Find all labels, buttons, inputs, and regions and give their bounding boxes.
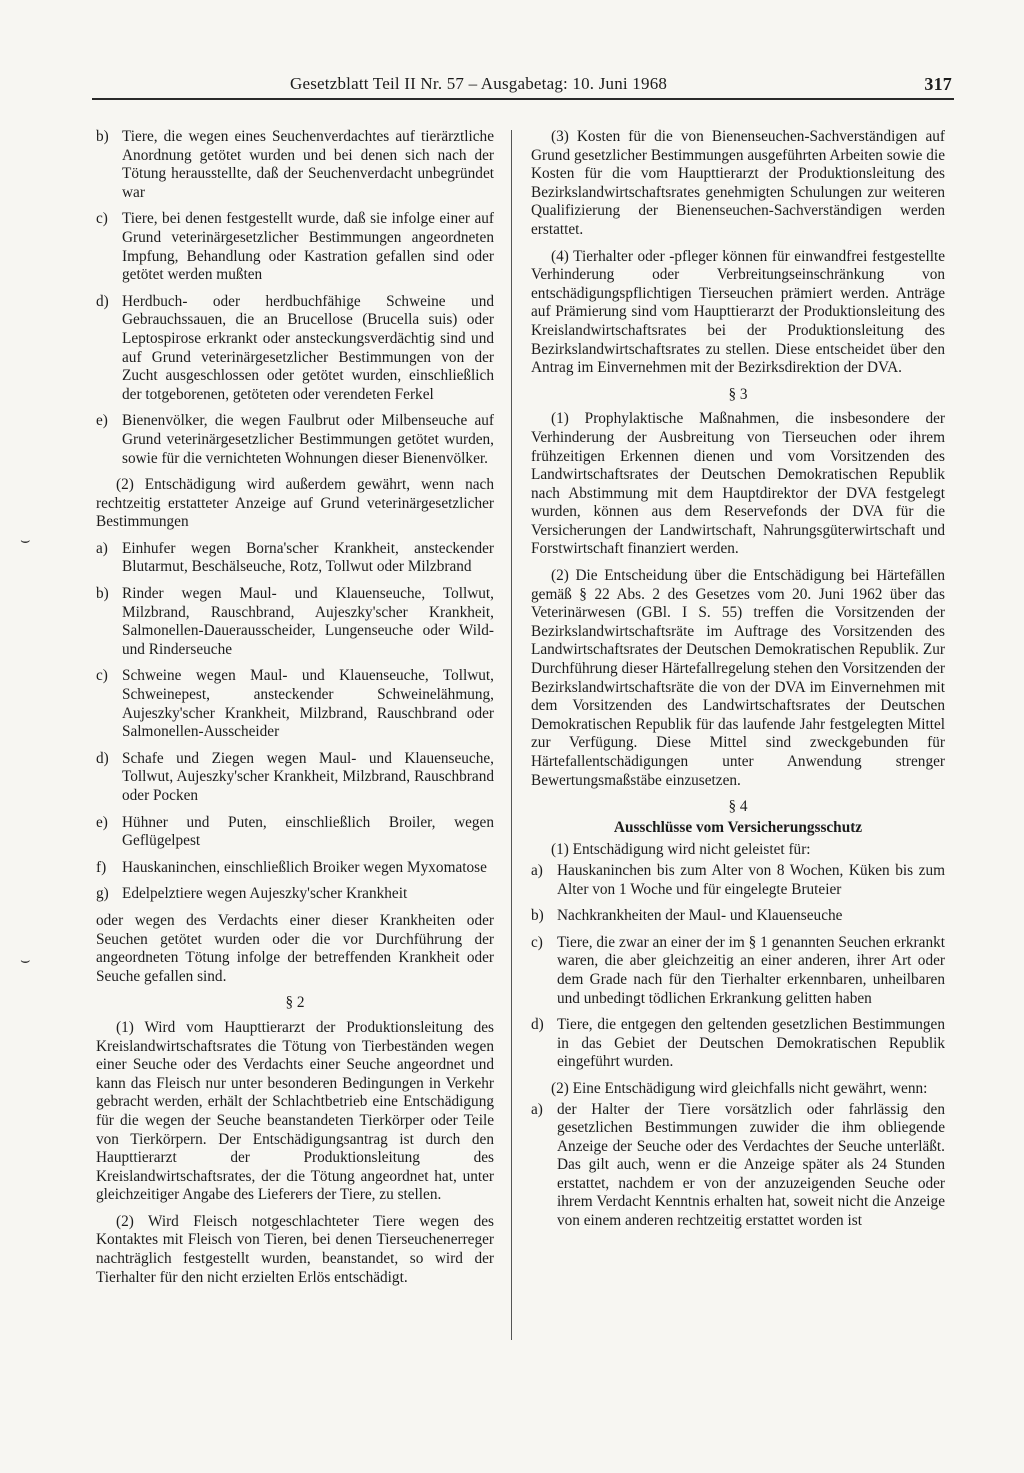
list-item xyxy=(96,540,494,577)
item-label: b) xyxy=(96,585,109,603)
paragraph: (3) Kosten für die von Bienenseuchen-Sachverständigen auf Grund gesetzlicher Bestimmungen ausgeführten Arbeiten sowie die Kosten für die vom Haupttierarzt der Produktionsleitung des Bezirkslandwirtschaftsrates genehmigten Schulungen zur weiteren Qualifizierung der Bienenseuchen-Sachverständigen werden erstattet. xyxy=(531,128,945,238)
item-text: Bienenvölker, die wegen Faulbrut oder Milbenseuche auf Grund veterinärgesetzlicher Bestimmungen getötet wurden, sowie für die vernichteten Wohnungen dieser Bienenvölker. xyxy=(122,412,494,467)
paragraph: (2) Wird Fleisch notgeschlachteter Tiere wegen des Kontaktes mit Fleisch von Tieren, bei denen Tierseuchenerreger nachträglich festgestellt wurden, beanstandet, so wird der Tierhalter für den nicht erzielten Erlös entschädigt. xyxy=(96,1212,494,1286)
item-label: a) xyxy=(531,861,543,879)
item-text: Tiere, die entgegen den geltenden gesetzlichen Bestimmungen in das Gebiet der Deutschen Demokratischen Republik eingeführt wurden. xyxy=(557,1016,945,1071)
item-label: a) xyxy=(96,539,108,557)
page-number: 317 xyxy=(924,74,952,94)
item-text: Hühner und Puten, einschließlich Broiler, wegen Geflügelpest xyxy=(122,813,494,850)
item-label: b) xyxy=(96,128,109,145)
list-item xyxy=(96,293,494,405)
item-text: Hauskaninchen bis zum Alter von 8 Wochen, Küken bis zum Alter von 1 Woche und für eingelegte Bruteier xyxy=(557,861,945,898)
item-text: Schweine wegen Maul- und Klauenseuche, Tollwut, Schweinepest, ansteckender Schweinelähmung, Aujeszky'scher Krankheit, Milzbrand, Rauschbrand oder Salmonellen-Ausscheider xyxy=(122,667,494,741)
section-title: § 4 xyxy=(728,798,748,816)
margin-mark: ⌣ xyxy=(20,532,31,549)
paragraph: (1) Prophylaktische Maßnahmen, die insbesondere der Verhinderung der Ausbreitung von Tierseuchen oder ihrem frühzeitigen Erkennen dienen und vom Vorsitzenden des Landwirtschaftsrates der Deutschen Demokratischen Republik nach Abstimmung mit dem Hauptdirektor der DVA festgelegt wurden, können aus dem Reservefonds der DVA für die Versicherungen der Landwirtschaft, Nahrungsgüterwirtschaft und Forstwirtschaft finanziert werden. xyxy=(531,410,945,558)
list-item xyxy=(531,907,945,926)
item-text: der Halter der Tiere vorsätzlich oder fahrlässig den gesetzlichen Bestimmungen zuwider die ihm obliegende Anzeige der Seuche oder des Verdachtes der Seuche unterläßt. Das gilt auch, wenn er die Anzeige später als 24 Stunden erstattet, nachdem er von der anzuzeigenden Seuche oder ihrem Verdacht Kenntnis erhalten hat, soweit nicht die Anzeige von einem anderen rechtzeitig erstattet worden ist xyxy=(557,1100,945,1230)
list-item xyxy=(531,862,945,899)
list-item xyxy=(531,934,945,1008)
list-item xyxy=(96,750,494,806)
paragraph: (1) Wird vom Haupttierarzt der Produktionsleitung des Kreislandwirtschaftsrates die Tötung von Tierbeständen wegen einer Seuche oder des Verdachts einer Seuche angeordnet und kann das Fleisch nur unter besonderen Bedingungen in Verkehr gebracht werden, erhält der Schlachtbetrieb eine Entschädigung für die wegen der Seuche beanstandeten Tierkörper oder Teile von Tierkörpern. Der Entschädigungsantrag ist durch den Haupttierarzt der Produktionsleitung des Kreislandwirtschaftsrates, der die Tötung angeordnet hat, unter gleichzeitiger Angabe des Lieferers der Tiere, zu stellen. xyxy=(96,1018,494,1204)
item-text: Hauskaninchen, einschließlich Broiker wegen Myxomatose xyxy=(122,858,487,876)
paragraph: (2) Die Entscheidung über die Entschädigung bei Härtefällen gemäß § 22 Abs. 2 des Gesetzes vom 20. Juni 1962 über das Veterinärwesen (GBl. I S. 55) treffen die Vorsitzenden der Bezirkslandwirtschaftsräte im Auftrage des Vorsitzenden des Landwirtschaftsrates der Deutschen Demokratischen Republik. Zur Durchführung dieser Härtefallregelung stehen den Vorsitzenden der Bezirkslandwirtschaftsräte die von der DVA im Einvernehmen mit dem Vorsitzenden des Landwirtschaftsrates der Deutschen Demokratischen Republik für das laufende Jahr festgelegten Mittel zur Verfügung. Diese Mittel sind zweckgebunden für Härtefallentschädigungen unter Anwendung strenger Bewertungsmaßstäbe einzusetzen. xyxy=(531,567,946,789)
list-item xyxy=(96,667,494,741)
list-item xyxy=(96,412,494,468)
item-label: e) xyxy=(96,813,108,831)
item-label: a) xyxy=(531,1100,543,1118)
section-heading: Ausschlüsse vom Versicherungsschutz xyxy=(613,818,863,836)
item-text: Rinder wegen Maul- und Klauenseuche, Tollwut, Milzbrand, Rauschbrand, Aujeszky'scher Krankheit, Salmonellen-Dauerausscheider, Lungenseuche oder Wild- und Rinderseuche xyxy=(122,585,494,658)
item-text: Tiere, die zwar an einer der im § 1 genannten Seuchen erkrankt waren, die aber gleichzeitig an einer anderen, ihrer Art oder dem Grade nach für den Tierhalter erkennbaren, unheilbaren und unbedingt tödlichen Erkrankung gelitten haben xyxy=(557,933,945,1007)
item-label: d) xyxy=(96,292,109,310)
list-item xyxy=(96,814,494,851)
item-text: Schafe und Ziegen wegen Maul- und Klauenseuche, Tollwut, Aujeszky'scher Krankheit, Milzbrand, Rauschbrand oder Pocken xyxy=(122,749,494,804)
left-column xyxy=(96,128,494,1295)
list-item xyxy=(96,585,494,659)
paragraph: (2) Eine Entschädigung wird gleichfalls nicht gewährt, wenn: xyxy=(551,1079,928,1097)
paragraph: (4) Tierhalter oder -pfleger können für einwandfrei festgestellte Verhinderung oder Verbreitungseinschränkung von entschädigungspflichtigen Tierseuchen prämiert werden. Anträge auf Prämierung sind vom Haupttierarzt der Produktionsleitung des Kreislandwirtschaftsrates bei der Produktionsleitung des Bezirkslandwirtschaftsrates zu stellen. Diese entscheidet über den Antrag im Einvernehmen mit der Bezirksdirektion der DVA. xyxy=(531,247,945,377)
item-label: g) xyxy=(96,885,109,903)
item-label: d) xyxy=(96,749,109,767)
page-header xyxy=(92,70,954,96)
paragraph: (1) Entschädigung wird nicht geleistet für: xyxy=(551,841,811,859)
paragraph: oder wegen des Verdachts einer dieser Krankheiten oder Seuchen getötet wurden oder die vor Durchführung der angeordneten Tötung infolge der betreffenden Krankheit oder Seuche gefallen sind. xyxy=(96,911,494,985)
item-label: c) xyxy=(96,210,108,228)
list-item xyxy=(531,1101,945,1231)
section-title: § 2 xyxy=(285,994,305,1012)
list-item xyxy=(96,210,494,284)
list-item xyxy=(531,1016,945,1072)
header-rule xyxy=(92,98,954,100)
item-label: c) xyxy=(531,933,543,951)
item-label: d) xyxy=(531,1016,544,1034)
column-divider xyxy=(511,130,512,1340)
item-text: Herdbuch- oder herdbuchfähige Schweine und Gebrauchssauen, die an Brucellose (Brucella suis) oder Leptospirose erkrankt oder ansteckungsverdächtig sind und auf Grund veterinärgesetzlicher Bestimmungen von der Zucht ausgeschlossen oder getötet wurden, einschließlich der totgeborenen, getöteten oder verendeten Ferkel xyxy=(122,292,494,403)
item-label: b) xyxy=(531,907,544,925)
list-item xyxy=(96,885,494,904)
paragraph: (2) Entschädigung wird außerdem gewährt, wenn nach rechtzeitig erstatteter Anzeige auf Grund veterinärgesetzlicher Bestimmungen xyxy=(96,476,494,531)
list-item xyxy=(96,128,494,202)
item-label: f) xyxy=(96,858,107,876)
right-column xyxy=(531,128,945,1239)
item-text: Tiere, die wegen eines Seuchenverdachtes auf tierärztliche Anordnung getötet wurden und bei denen sich nach der Tötung herausstellte, daß der Seuchenverdacht unbegründet war xyxy=(122,128,494,201)
section-title: § 3 xyxy=(728,385,748,403)
item-text: Tiere, bei denen festgestellt wurde, daß sie infolge einer auf Grund veterinärgesetzlicher Bestimmungen angeordneten Impfung, Behandlung oder Kastration gefallen sind oder getötet werden mußten xyxy=(122,210,494,284)
margin-mark: ⌣ xyxy=(20,952,31,969)
item-text: Edelpelztiere wegen Aujeszky'scher Krankheit xyxy=(122,885,408,903)
item-label: c) xyxy=(96,667,108,685)
item-text: Nachkrankheiten der Maul- und Klauenseuche xyxy=(557,907,843,925)
item-text: Einhufer wegen Borna'scher Krankheit, ansteckender Blutarmut, Beschälseuche, Rotz, Tollwut oder Milzbrand xyxy=(122,539,494,576)
header-title: Gesetzblatt Teil II Nr. 57 – Ausgabetag: 10. Juni 1968 xyxy=(290,74,668,93)
item-label: e) xyxy=(96,412,108,430)
list-item xyxy=(96,859,494,878)
